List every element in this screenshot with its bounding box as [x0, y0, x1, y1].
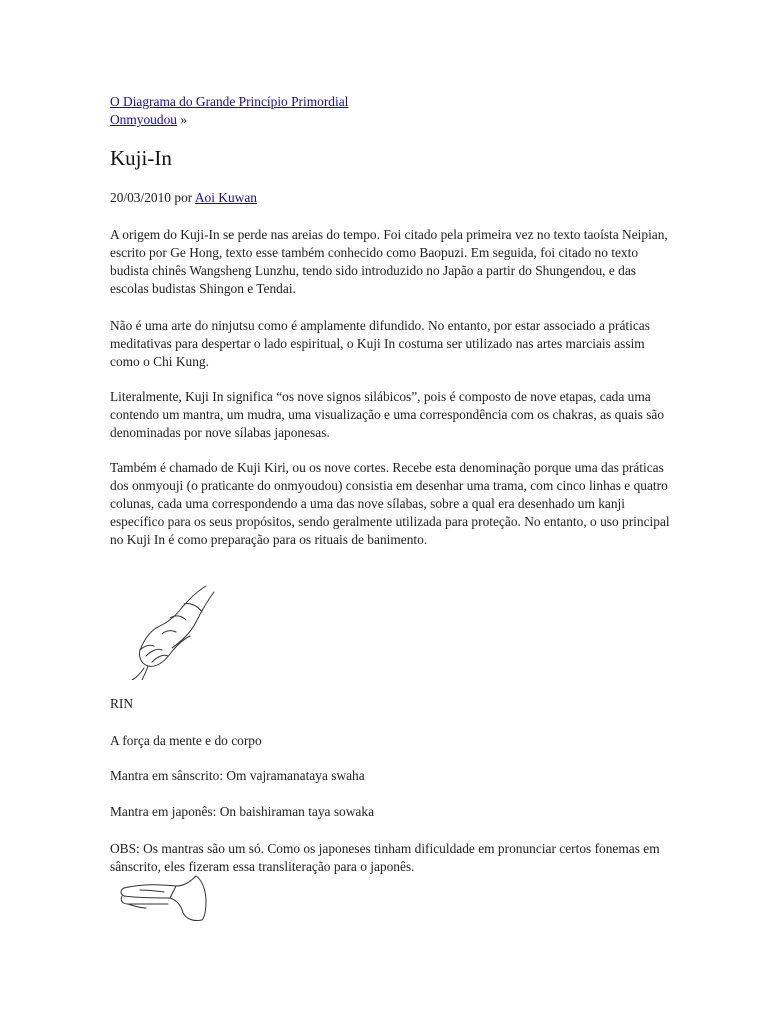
post-meta	[110, 190, 257, 206]
mantra-japanese: Mantra em japonês: On baishiraman taya sowaka	[110, 804, 375, 819]
paragraph-meaning: Literalmente, Kuji In significa “os nove signos silábicos”, pois é composto de nove etapas, cada uma contendo um mantra, um mudra, uma visualização e uma correspondência com os chakras, as quais são denominadas por nove sílabas japonesas.	[110, 389, 665, 440]
post-title: Kuji-In	[110, 146, 172, 170]
paragraph-origin: A origem do Kuji-In se perde nas areias do tempo. Foi citado pela primeira vez no texto taoísta Neipian, escrito por Ge Hong, texto esse também conhecido como Baopuzi. Em seguida, foi citado no texto budista chinês Wangsheng Lunzhu, tendo sido introduzido no Japão a partir do Shungendou, e das escolas budistas Shingon e Tendai.	[110, 227, 668, 296]
obs-note: OBS: Os mantras são um só. Como os japoneses tinham dificuldade em pronunciar certos fonemas em sânscrito, eles fizeram essa transliteração para o japonês.	[110, 841, 660, 874]
post-navigation	[110, 93, 348, 129]
paragraph-kuji-kiri: Também é chamado de Kuji Kiri, ou os nove cortes. Recebe esta denominação porque uma das práticas dos onmyouji (o praticante do onmyoudou) consistia em desenhar uma trama, com cinco linhas e quatro colunas, cada uma correspondendo a uma das nove sílabas, sobre a qual era desenhado um kanji específico para os seus propósitos, sendo geralmente utilizada para proteção. No entanto, o uso principal no Kuji In é como preparação para os rituais de banimento.	[110, 460, 670, 547]
post-by: por	[174, 190, 193, 205]
paragraph-ninjutsu: Não é uma arte do ninjutsu como é amplamente difundido. No entanto, por estar associado a práticas meditativas para despertar o lado espiritual, o Kuji In costuma ser utilizado nas artes marciais assim como o Chi Kung.	[110, 318, 650, 369]
mudra-name: RIN	[110, 696, 134, 711]
previous-post-link[interactable]: O Diagrama do Grande Princípio Primordial	[110, 94, 349, 109]
kyo-mudra-illustration	[110, 866, 228, 962]
post-date: 20/03/2010	[110, 190, 172, 205]
rin-mudra-illustration	[110, 584, 228, 680]
mudra-meaning: A força da mente e do corpo	[110, 733, 262, 748]
next-arrow: »	[180, 112, 188, 127]
author-link[interactable]: Aoi Kuwan	[194, 190, 257, 205]
mantra-sanskrit: Mantra em sânscrito: Om vajramanataya swaha	[110, 768, 365, 783]
next-post-link[interactable]: Onmyoudou	[110, 112, 177, 127]
